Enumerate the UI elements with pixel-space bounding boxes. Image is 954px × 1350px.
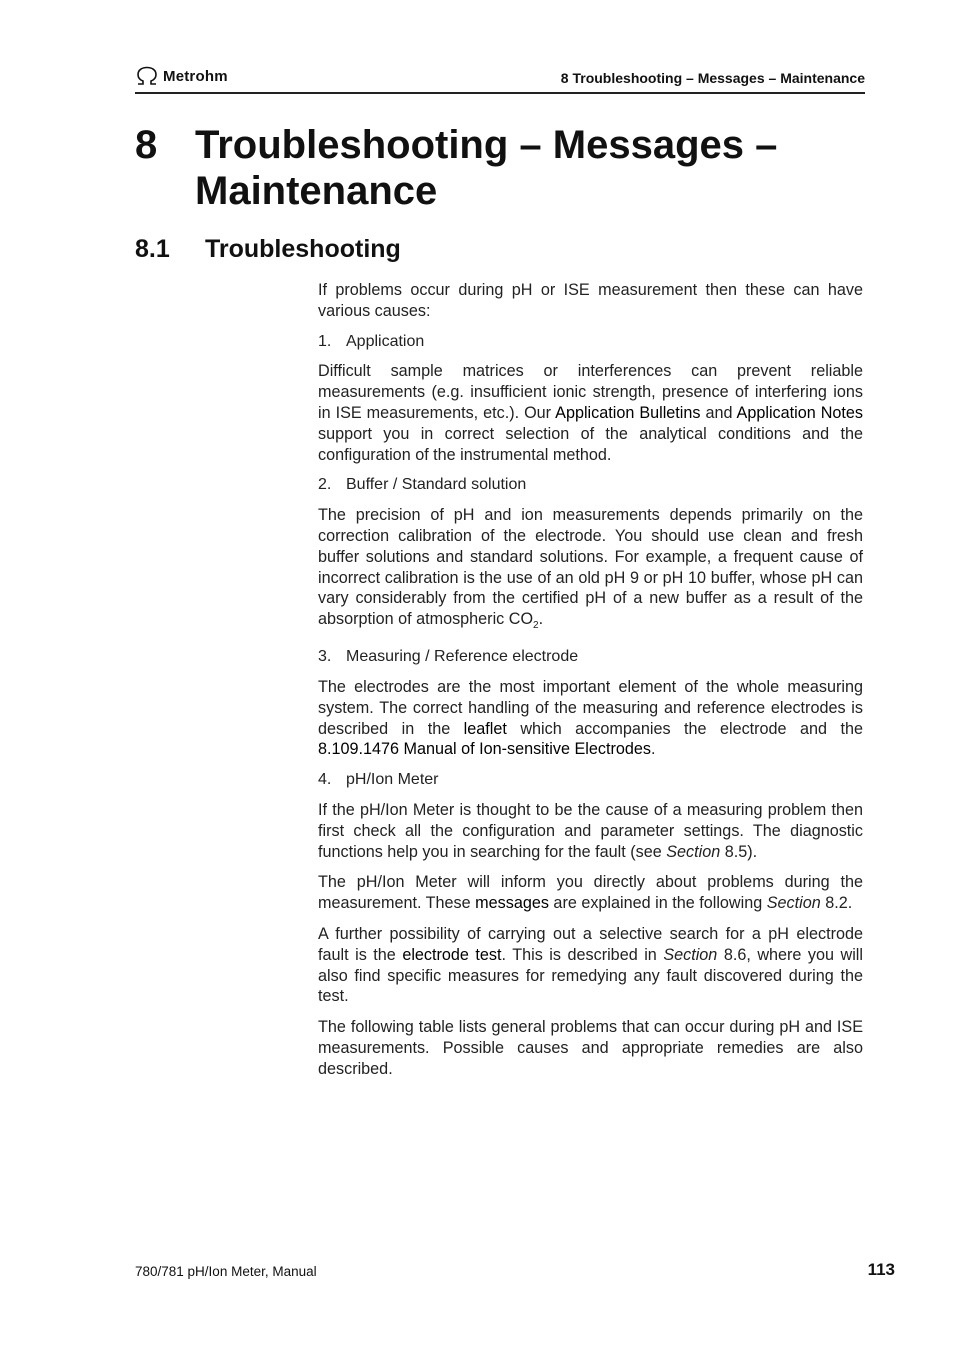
messages-ref: messages [475, 894, 549, 913]
page-header [135, 62, 865, 94]
application-bulletins-ref: Application Bulletins [555, 403, 701, 422]
running-head: 8 Troubleshooting – Messages – Maintenance [560, 70, 865, 86]
cause-body-application: Difficult sample matrices or interferences can prevent reliable measurements (e.g. insufficient ionic strength, presence of interfering ions in ISE measurements, etc.). Our Application Bulletins and Application Notes support you in correct selection of the analytical conditions and the configuration of the instrumental method. [318, 362, 863, 464]
section-number: 8.1 [135, 235, 170, 263]
electrode-test-ref: electrode test [402, 945, 502, 964]
item-number: 4. [318, 771, 332, 789]
cause-heading-electrode [318, 647, 863, 668]
section-title-text: Troubleshooting [205, 235, 401, 263]
body-content [318, 280, 863, 1090]
item-heading: Application [346, 332, 425, 350]
chapter-number: 8 [135, 123, 158, 167]
page-number: 113 [867, 1260, 895, 1279]
cause-heading-meter [318, 770, 863, 791]
logo-text: Metrohm [163, 67, 228, 85]
cause-body-meter: If the pH/Ion Meter is thought to be the cause of a measuring problem then first check all the configuration and parameter settings. The diagnostic functions help you in searching for the fault (see Section 8.5). [318, 800, 863, 861]
item-heading: pH/Ion Meter [346, 771, 439, 789]
chapter-title-text: Troubleshooting – Messages – Maintenance [195, 123, 778, 213]
item-heading: Buffer / Standard solution [346, 476, 527, 494]
electrode-test-paragraph: A further possibility of carrying out a selective search for a pH electrode fault is the electrode test. This is described in Section 8.6, where you will also find specific measures for remedying any fault discovered during the test. [318, 924, 863, 1006]
item-number: 1. [318, 332, 332, 350]
metrohm-logo [135, 66, 228, 86]
leaflet-ref: leaflet [463, 719, 507, 738]
item-number: 3. [318, 648, 332, 666]
cause-heading-application [318, 332, 863, 353]
application-notes-ref: Application Notes [736, 403, 863, 422]
cause-heading-buffer [318, 475, 863, 496]
messages-paragraph: The pH/Ion Meter will inform you directly about problems during the measurement. These messages are explained in the following Section 8.2. [318, 873, 863, 913]
manual-ion-sensitive-electrodes-ref: 8.109.1476 Manual of Ion-sensitive Electrodes [318, 740, 651, 759]
cause-body-buffer: The precision of pH and ion measurements depends primarily on the correction calibration of the electrode. You should use clean and fresh buffer solutions and standard solutions. For example, a frequent cause of incorrect calibration is the use of an old pH 9 or pH 10 buffer, whose pH can vary considerably from the certified pH of a new buffer as a result of the absorption of atmospheric $CO_2$. [318, 506, 863, 632]
omega-icon [135, 66, 159, 86]
cause-body-electrode: The electrodes are the most important element of the whole measuring system. The correct handling of the measuring and reference electrodes is described in the leaflet which accompanies the electrode and the 8.109.1476 Manual of Ion-sensitive Electrodes. [318, 677, 863, 759]
intro-paragraph: If problems occur during pH or ISE measurement then these can have various causes: [318, 281, 863, 320]
item-heading: Measuring / Reference electrode [346, 648, 579, 666]
item-number: 2. [318, 476, 332, 494]
footer-manual-title: 780/781 pH/Ion Meter, Manual [135, 1264, 317, 1279]
table-intro-paragraph: The following table lists general problems that can occur during pH and ISE measurements. Possible causes and appropriate remedies are also described. [318, 1018, 863, 1078]
